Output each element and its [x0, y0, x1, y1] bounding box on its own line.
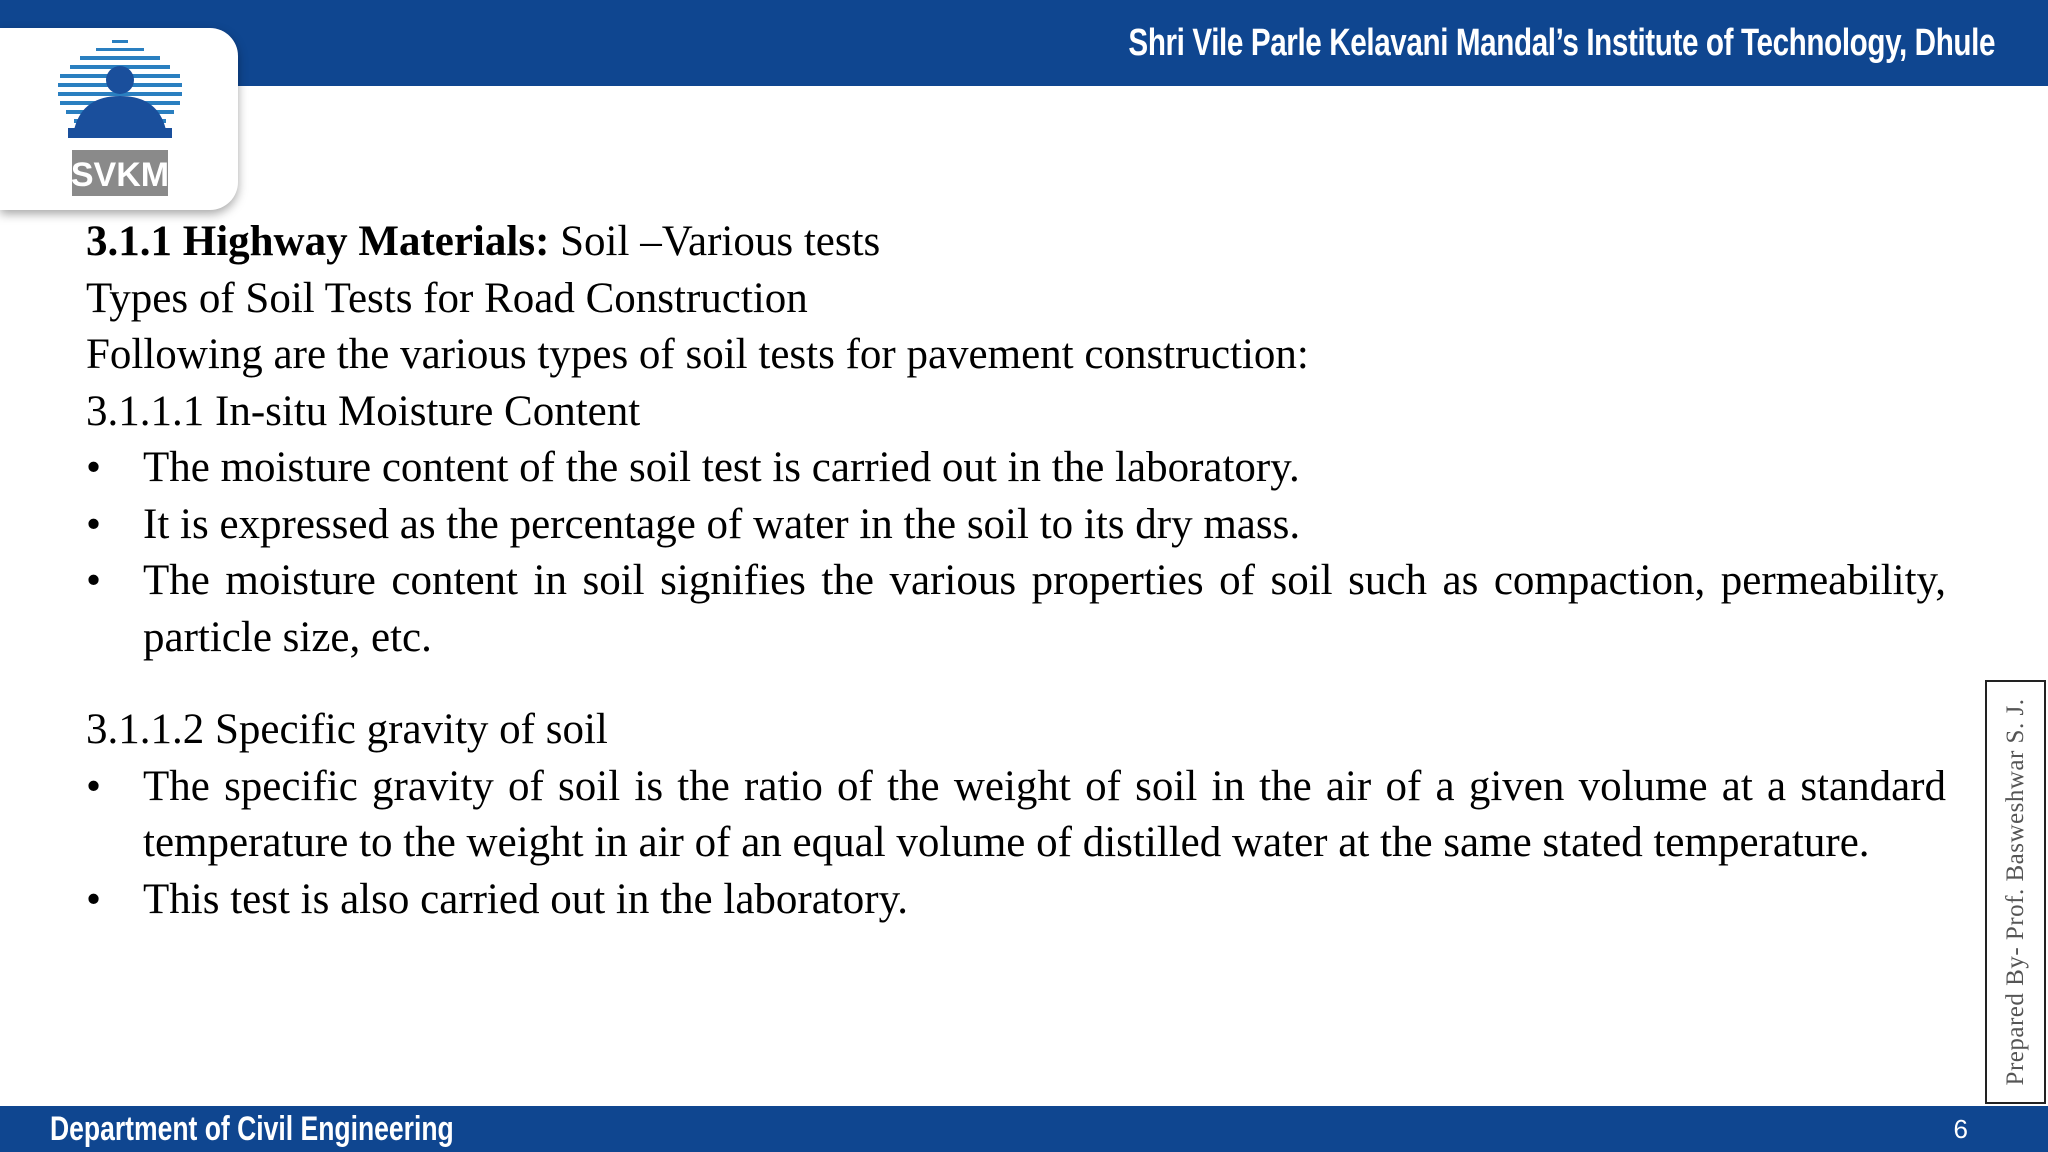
institute-title: Shri Vile Parle Kelavani Mandal’s Institute of Technology, Dhule: [1128, 21, 1995, 64]
slide-heading: [86, 214, 1946, 271]
prepared-by-text: Prepared By- Prof. Basweshwar S. J.: [2001, 698, 2029, 1086]
list-item: [86, 497, 1946, 554]
svkm-logo-text: SVKM: [70, 156, 170, 194]
bullet-text: The moisture content of the soil test is carried out in the laboratory.: [143, 444, 1300, 491]
svkm-logo-icon: [50, 38, 190, 206]
slide-content: [86, 214, 1946, 928]
heading-rest: Soil –Various tests: [549, 218, 881, 265]
slide-subtitle: Types of Soil Tests for Road Construction: [86, 274, 808, 322]
heading-bold: 3.1.1 Highway Materials:: [86, 218, 550, 265]
department-name: Department of Civil Engineering: [50, 1109, 454, 1148]
bullet-text: This test is also carried out in the laboratory.: [143, 875, 909, 923]
section-gap: [86, 666, 1946, 702]
bullet-text: The moisture content in soil signifies the various properties of soil such as compaction, permeability, particle size, etc.: [143, 557, 1946, 661]
section1-title: 3.1.1.1 In-situ Moisture Content: [86, 387, 641, 435]
bullet-text: The specific gravity of soil is the ratio of the weight of soil in the air of a given volume at a standard temperature to the weight in air of an equal volume of distilled water at the same stated temperature.: [143, 762, 1946, 866]
list-item: [86, 872, 1946, 929]
page-number: 6: [1953, 1113, 1968, 1144]
footer-bar: [0, 1106, 2048, 1152]
list-item: [86, 440, 1946, 497]
bullet-icon: •: [86, 557, 102, 604]
slide-intro: Following are the various types of soil tests for pavement construction:: [86, 331, 1309, 378]
list-item: [86, 759, 1946, 872]
bullet-icon: •: [86, 500, 102, 548]
prepared-by-box: [1985, 680, 2046, 1104]
bullet-text: It is expressed as the percentage of water in the soil to its dry mass.: [143, 500, 1301, 548]
section2-title: 3.1.1.2 Specific gravity of soil: [86, 706, 608, 753]
logo-card: [0, 28, 238, 210]
header-bar: [0, 0, 2048, 86]
list-item: [86, 553, 1946, 666]
bullet-icon: •: [86, 444, 102, 491]
bullet-icon: •: [86, 762, 102, 810]
bullet-icon: •: [86, 875, 102, 923]
